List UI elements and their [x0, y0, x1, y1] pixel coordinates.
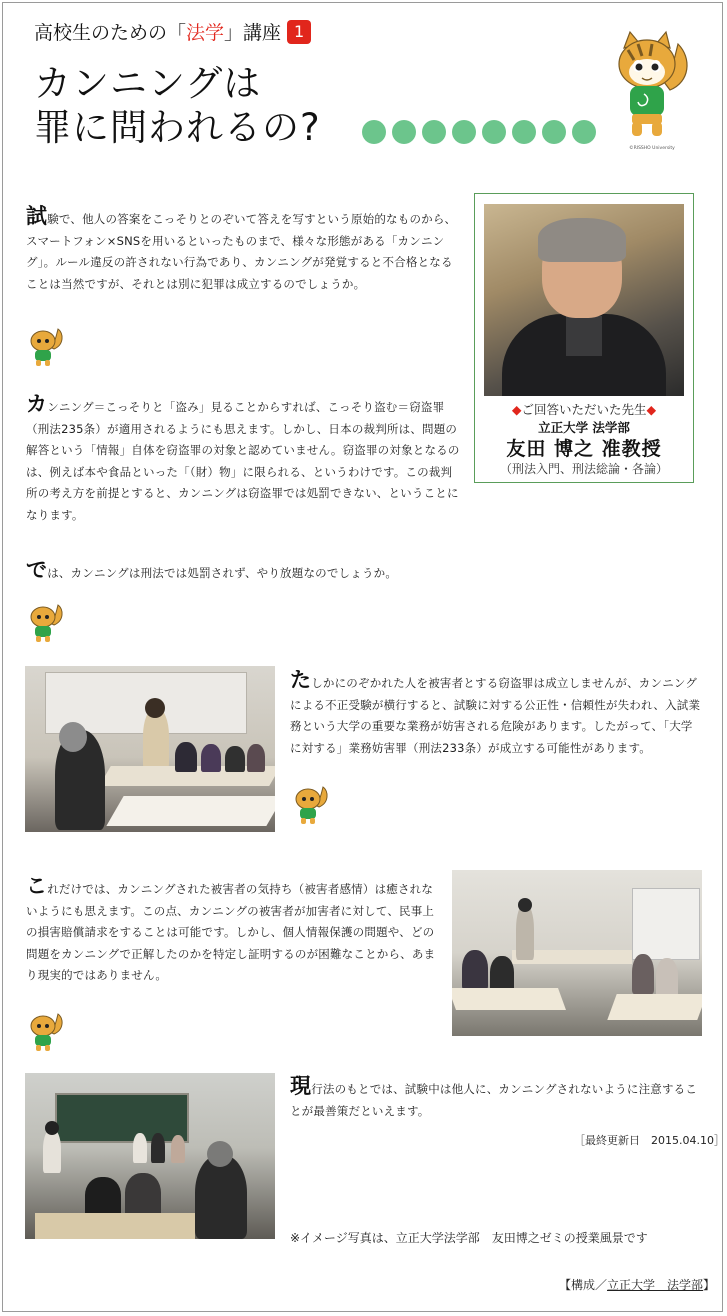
paragraph-3: では、カンニングは刑法では処罰されず、やり放題なのでしょうか。	[26, 558, 398, 582]
profile-affiliation: 立正大学 法学部	[538, 420, 630, 435]
mascot-small-icon	[26, 1012, 66, 1052]
mascot-small-icon	[26, 327, 66, 367]
classroom-photo-3	[25, 1073, 275, 1239]
profile-subjects: （刑法入門、刑法総論・各論）	[499, 462, 668, 476]
photo-note: ※イメージ写真は、立正大学法学部 友田博之ゼミの授業風景です	[290, 1231, 648, 1245]
credit-link[interactable]: 立正大学 法学部	[607, 1278, 704, 1292]
paragraph-6: 現行法のもとでは、試験中は他人に、カンニングされないように注意することが最善策だといえます。	[290, 1074, 698, 1118]
mascot-icon	[612, 30, 692, 152]
page-title-line2: 罪に問われるの?	[34, 106, 321, 149]
classroom-photo-1	[25, 666, 275, 832]
mascot-small-icon	[26, 603, 66, 643]
decorative-dots	[362, 120, 602, 148]
credit-line: 【構成／立正大学 法学部】	[559, 1278, 716, 1292]
classroom-photo-2	[452, 870, 702, 1036]
page-title-line1: カンニングは	[34, 62, 262, 105]
episode-badge: 1	[287, 20, 311, 44]
profile-name: 友田 博之 准教授	[506, 438, 662, 460]
series-highlight: 法学	[186, 22, 225, 44]
paragraph-1: 試験で、他人の答案をこっそりとのぞいて答えを写すという原始的なものから、スマートフォン×SNSを用いるといったものまで、様々な形態がある「カンニング」。ルール違反の許されない行為であり、カンニングが発覚すると不合格となることは当然ですが、それとは別に犯罪は成立するのでしょうか。	[26, 204, 457, 291]
professor-photo	[484, 204, 684, 396]
mascot-copyright: ©RISSHO University	[629, 146, 675, 151]
paragraph-2: カンニング＝こっそりと「盗み」見ることからすれば、こっそり盗む＝窃盗罪（刑法235条）が適用されるようにも思えます。しかし、日本の裁判所は、問題の解答という「情報」自体を窃盗罪の対象と認めていません。窃盗罪の対象となるのは、例えば本や食品といった「（財）物」に限られる、というわけです。この裁判所の考え方を前提とすると、カンニングは窃盗罪では処罰できない、ということになります。	[26, 392, 460, 522]
paragraph-4: たしかにのぞかれた人を被害者とする窃盗罪は成立しませんが、カンニングによる不正受験が横行すると、試験に対する公正性・信頼性が失われ、入試業務という大学の重要な業務が妨害される危険があります。したがって、「大学に対する」業務妨害罪（刑法233条）が成立する可能性があります。	[290, 668, 701, 755]
profile-card	[474, 193, 694, 483]
mascot-small-icon	[291, 785, 331, 825]
last-updated: ［最終更新日 2015.04.10］	[574, 1134, 725, 1147]
paragraph-5: これだけでは、カンニングされた被害者の気持ち（被害者感情）は癒されないようにも思えます。この点、カンニングの被害者が加害者に対して、民事上の損害賠償請求をすることは可能です。しかし、個人情報保護の問題や、どの問題をカンニングで正解したのかを特定し証明するのが困難なことから、あまり現実的ではありません。	[26, 874, 436, 982]
profile-label: ◆ご回答いただいた先生◆	[511, 402, 657, 417]
series-title: 高校生のための「法学」講座 1	[34, 18, 311, 45]
page-title	[34, 62, 321, 150]
